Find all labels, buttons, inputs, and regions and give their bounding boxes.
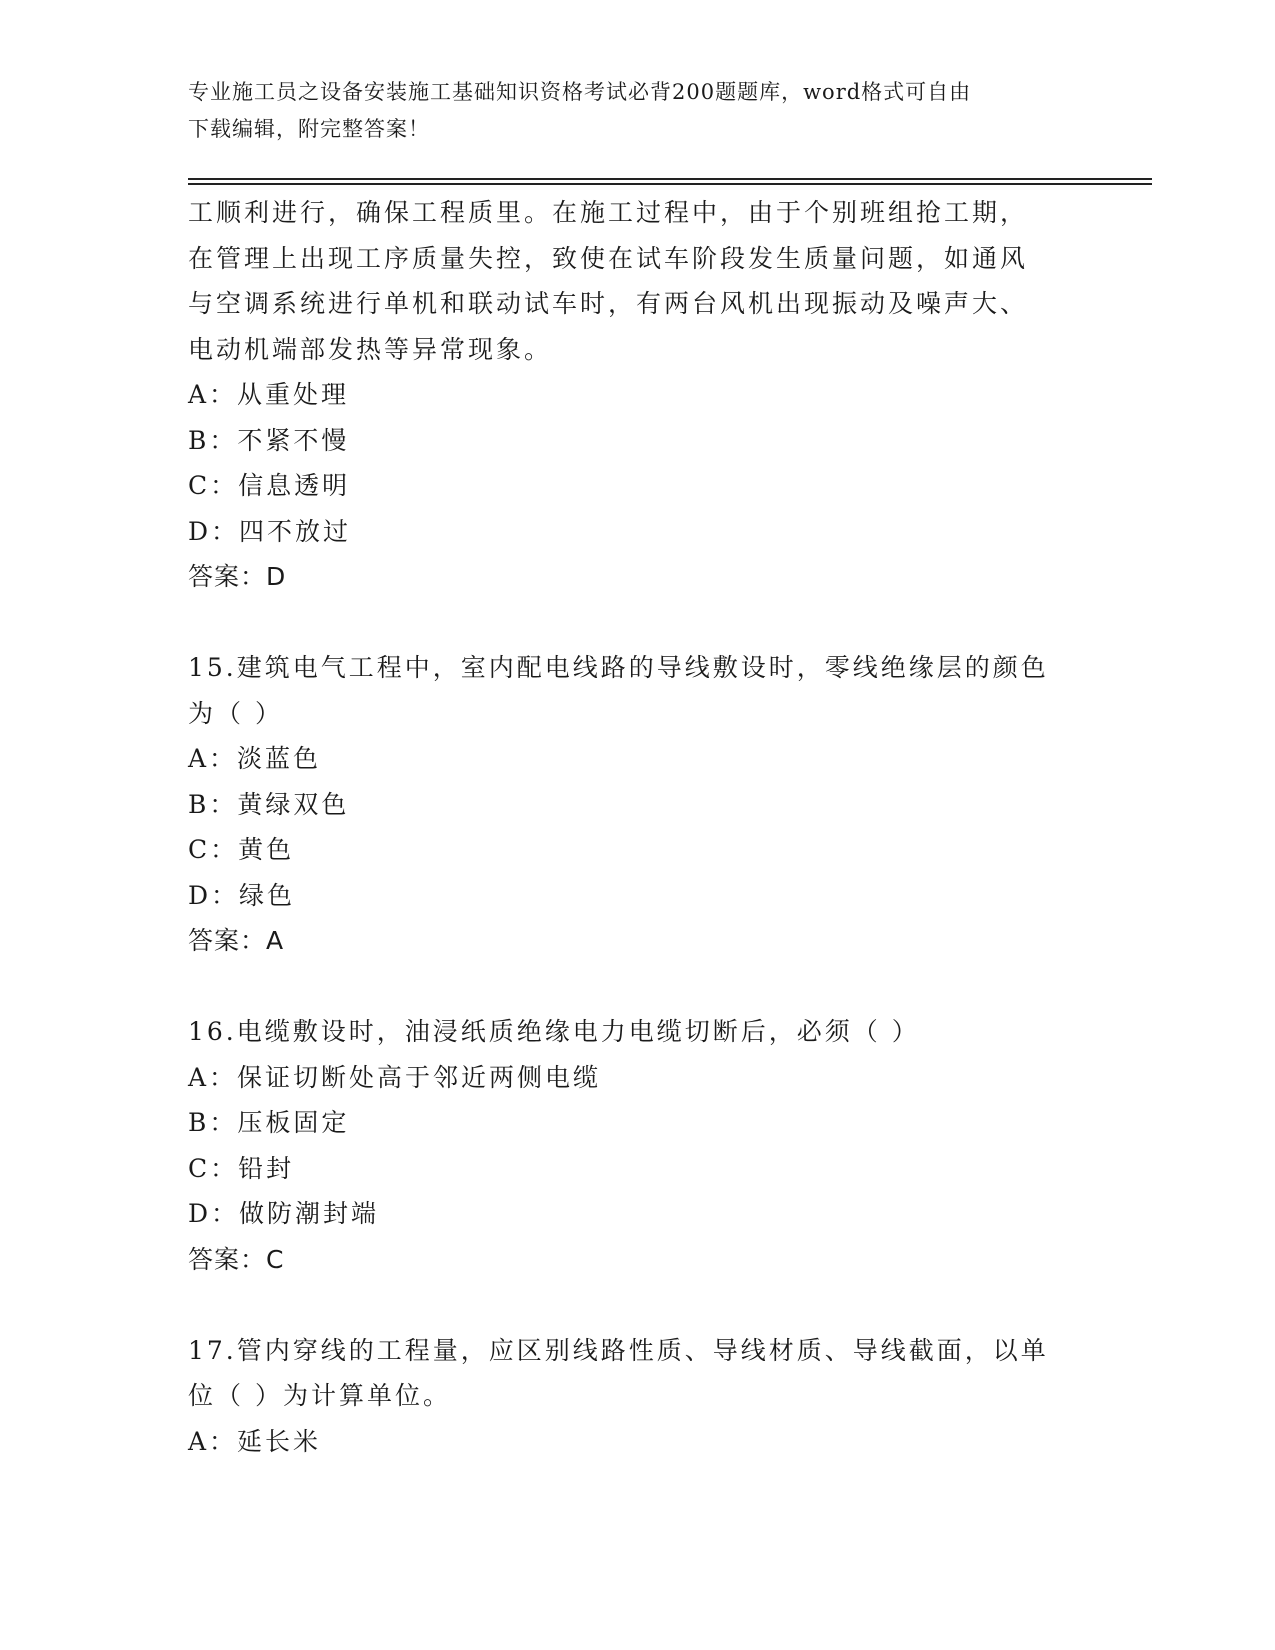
option-c: C：黄色	[188, 835, 295, 864]
question-15	[188, 645, 1088, 964]
answer-line: 答案：C	[188, 1244, 285, 1274]
question-text-line: 电动机端部发热等异常现象。	[188, 334, 553, 364]
option-a: A：延长米	[188, 1426, 322, 1456]
header-divider-top	[188, 178, 1152, 180]
question-text-line: 16.电缆敷设时，油浸纸质绝缘电力电缆切断后，必须（ ）	[188, 1017, 920, 1046]
option-a: A：从重处理	[188, 380, 350, 409]
header-line-1: 专业施工员之设备安装施工基础知识资格考试必背200题题库，word格式可自由	[188, 80, 972, 104]
question-text-line: 在管理上出现工序质量失控，致使在试车阶段发生质量问题，如通风	[188, 243, 1029, 273]
question-text-line: 位（ ）为计算单位。	[188, 1381, 451, 1410]
question-text-line: 与空调系统进行单机和联动试车时，有两台风机出现振动及噪声大、	[188, 289, 1029, 318]
spacer	[188, 964, 1088, 1010]
document-header	[188, 74, 1088, 148]
header-line-2: 下载编辑，附完整答案！	[188, 117, 430, 141]
question-text-line: 17.管内穿线的工程量，应区别线路性质、导线材质、导线截面，以单	[188, 1335, 1049, 1365]
answer-line: 答案：D	[188, 562, 287, 591]
option-b: B：不紧不慢	[188, 425, 350, 455]
question-text-line: 15.建筑电气工程中，室内配电线路的导线敷设时，零线绝缘层的颜色	[188, 653, 1049, 682]
option-c: C：铅封	[188, 1153, 295, 1183]
option-b: B：压板固定	[188, 1108, 350, 1137]
option-c: C：信息透明	[188, 471, 351, 500]
question-text-line: 为（ ）	[188, 698, 283, 728]
option-b: B：黄绿双色	[188, 789, 350, 819]
option-d: D：四不放过	[188, 516, 352, 546]
question-14-continuation	[188, 190, 1088, 600]
option-a: A：淡蓝色	[188, 744, 322, 773]
header-divider-bottom	[188, 183, 1152, 185]
option-d: D：绿色	[188, 880, 296, 910]
question-17	[188, 1328, 1088, 1465]
spacer	[188, 600, 1088, 646]
spacer	[188, 1282, 1088, 1328]
option-a: A：保证切断处高于邻近两侧电缆	[188, 1062, 602, 1092]
answer-line: 答案：A	[188, 926, 285, 955]
question-16	[188, 1009, 1088, 1282]
question-text-line: 工顺利进行，确保工程质里。在施工过程中，由于个别班组抢工期，	[188, 198, 1029, 227]
option-d: D：做防潮封端	[188, 1199, 380, 1228]
question-content	[188, 190, 1088, 1464]
